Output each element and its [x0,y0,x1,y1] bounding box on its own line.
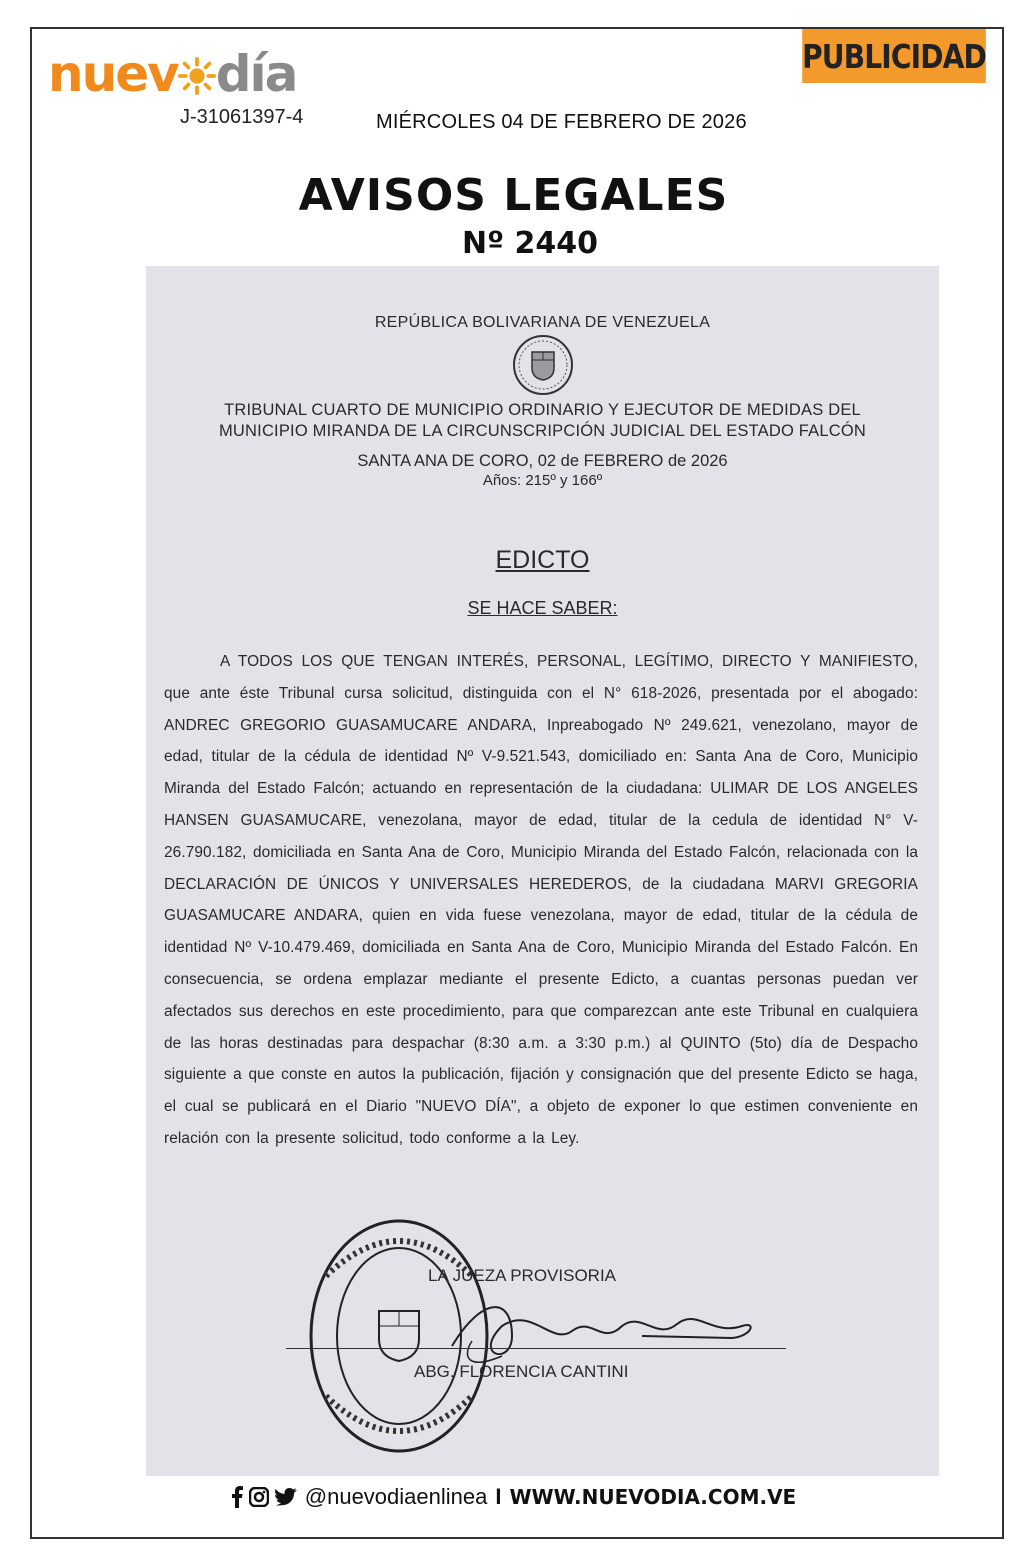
se-hace-saber-heading: SE HACE SABER: [467,598,618,618]
facebook-icon[interactable] [231,1486,243,1508]
signer-name: ABG. FLORENCIA CANTINI [414,1362,629,1381]
website-link[interactable]: WWW.NUEVODIA.COM.VE [509,1485,797,1509]
issue-date: MIÉRCOLES 04 DE FEBRERO DE 2026 [376,111,747,133]
page-title: AVISOS LEGALES [298,170,729,221]
republic-heading: REPÚBLICA BOLIVARIANA DE VENEZUELA [374,314,711,331]
scanned-document [146,266,939,1476]
section-badge: PUBLICIDAD [802,29,986,83]
tribunal-line-1: TRIBUNAL CUARTO DE MUNICIPIO ORDINARIO Y EJECUTOR DE MEDIDAS DEL [224,401,861,419]
sun-logo-icon [178,57,216,95]
notice-number: Nº 2440 [462,226,598,261]
edict-body: A TODOS LOS QUE TENGAN INTERÉS, PERSONAL, LEGÍTIMO, DIRECTO Y MANIFIESTO, que ante éste Tribunal cursa solicitud, distinguida con el N° 618-2026, presentada por el abogado: ANDREC GREGORIO GUASAMUCARE ANDARA, Inpreabogado Nº 249.621, venezolano, mayor de edad, titular de la cédula de identidad Nº V-9.521.543, domiciliado en: Santa Ana de Coro, Municipio Miranda del Estado Falcón; actuando en representación de la ciudadana: ULIMAR DE LOS ANGELES HANSEN GUASAMUCARE, venezolana, mayor de edad, titular de la cedula de identidad N° V-26.790.182, domiciliada en Santa Ana de Coro, Municipio Miranda del Estado Falcón, relacionada con la DECLARACIÓN DE ÚNICOS Y UNIVERSALES HEREDEROS, de la ciudadana MARVI GREGORIA GUASAMUCARE ANDARA, quien en vida fuese venezolana, mayor de edad, titular de la cédula de identidad Nº V-10.479.469, domiciliada en Santa Ana de Coro, Municipio Miranda del Estado Falcón. En consecuencia, se ordena emplazar mediante el presente Edicto, a cuantas personas puedan ver afectados sus derechos en este procedimiento, para que comparezcan ante este Tribunal en cualquiera de las horas destinadas para despachar (8:30 a.m. a 3:30 p.m.) al QUINTO (5to) día de Despacho siguiente a que conste en autos la publicación, fijación y consignación que del presente Edicto se haga, el cual se publicará en el Diario "NUEVO DÍA", a objeto de exponer lo que estimen conveniente en relación con la presente solicitud, todo conforme a la Ley. [164,653,918,1147]
newspaper-logo: nuev día [48,45,297,103]
tribunal-heading [146,400,939,442]
footer-separator: I [495,1484,502,1509]
instagram-icon[interactable] [249,1487,269,1507]
place-date: SANTA ANA DE CORO, 02 de FEBRERO de 2026 [357,452,728,470]
twitter-icon[interactable] [275,1488,297,1506]
judge-title: LA JUEZA PROVISORIA [428,1266,617,1285]
years: Años: 215º y 166º [482,472,603,489]
footer [0,1484,1027,1510]
signature-line [286,1348,786,1349]
social-icons [231,1486,297,1508]
coat-of-arms-icon [512,334,574,396]
company-rif: J-31061397-4 [180,106,304,128]
edicto-heading: EDICTO [495,546,590,574]
social-handle[interactable]: @nuevodiaenlinea [304,1484,488,1509]
tribunal-line-2: MUNICIPIO MIRANDA DE LA CIRCUNSCRIPCIÓN JUDICIAL DEL ESTADO FALCÓN [218,422,867,440]
